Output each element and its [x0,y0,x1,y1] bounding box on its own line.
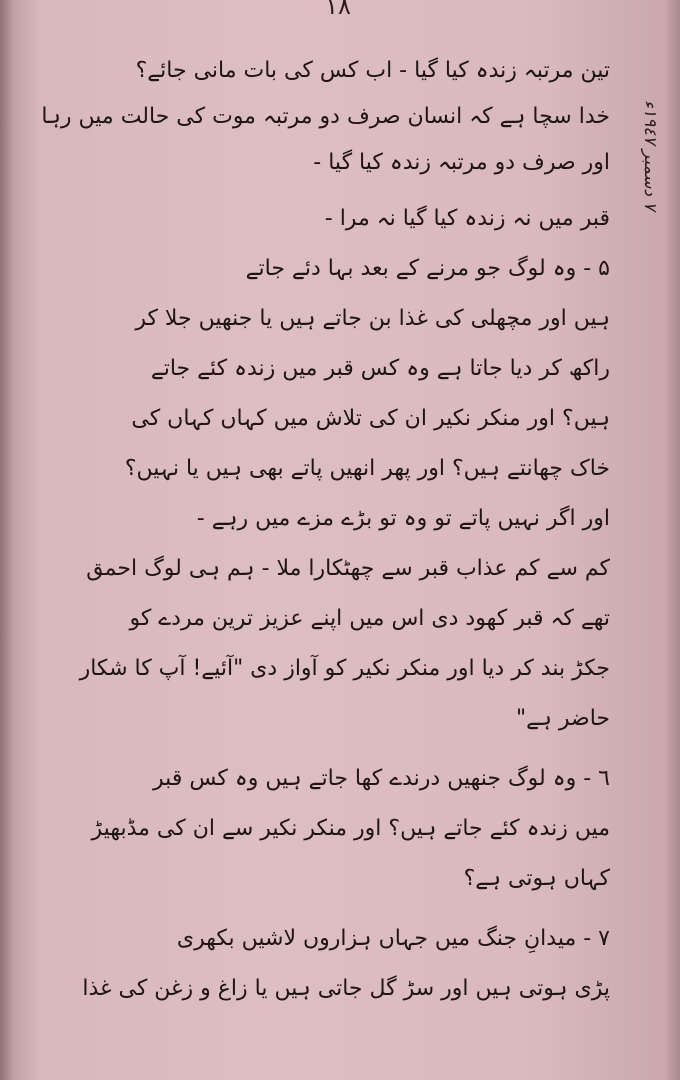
text-line: ہیں اور مچھلی کی غذا بن جاتے ہیں یا جنھیں جلا کر [135,306,610,331]
text-line: اور صرف دو مرتبہ زندہ کیا گیا - [313,150,610,175]
text-line: کم سے کم عذاب قبر سے چھٹکارا ملا - ہم ہی لوگ احمق [86,556,610,581]
page-edge [666,0,680,1080]
page-number: ۱۸ [325,0,351,20]
text-line: ٧ - میدانِ جنگ میں جہاں ہزاروں لاشیں بکھری [176,926,610,951]
text-line: تین مرتبہ زندہ کیا گیا - اب کس کی بات مانی جائے؟ [135,58,610,83]
text-line: پڑی ہوتی ہیں اور سڑ گل جاتی ہیں یا زاغ و زغن کی غذا [82,976,610,1001]
text-line: خاک چھانتے ہیں؟ اور پھر انھیں پاتے بھی ہیں یا نہیں؟ [124,456,610,481]
text-line: تھے کہ قبر کھود دی اس میں اپنے عزیز ترین مردے کو [129,606,610,631]
text-line: اور اگر نہیں پاتے تو وہ تو بڑے مزے میں رہے - [196,506,610,531]
text-line: میں زندہ کئے جاتے ہیں؟ اور منکر نکیر سے ان کی مڈبھیڑ [91,816,610,841]
text-line: راکھ کر دیا جاتا ہے وہ کس قبر میں زندہ کئے جاتے [150,356,610,381]
text-line: خدا سچا ہے کہ انسان صرف دو مرتبہ موت کی حالت میں رہا [41,104,610,129]
handwritten-margin-note: ٧ دسمبر ١٩٤٧ء [640,100,660,211]
text-line: ٦ - وہ لوگ جنھیں درندے کھا جاتے ہیں وہ کس قبر [153,766,610,791]
page-gutter [0,0,14,1080]
text-line: ہیں؟ اور منکر نکیر ان کی تلاش میں کہاں کہاں کی [131,406,610,431]
text-line: قبر میں نہ زندہ کیا گیا نہ مرا - [324,206,610,231]
text-line: ۵ - وہ لوگ جو مرنے کے بعد بہا دئے جاتے [245,256,610,281]
text-line: جکڑ بند کر دیا اور منکر نکیر کو آواز دی "آئیے! آپ کا شکار [79,656,610,681]
text-line: حاضر ہے" [515,706,610,731]
text-line: کہاں ہوتی ہے؟ [463,866,610,891]
